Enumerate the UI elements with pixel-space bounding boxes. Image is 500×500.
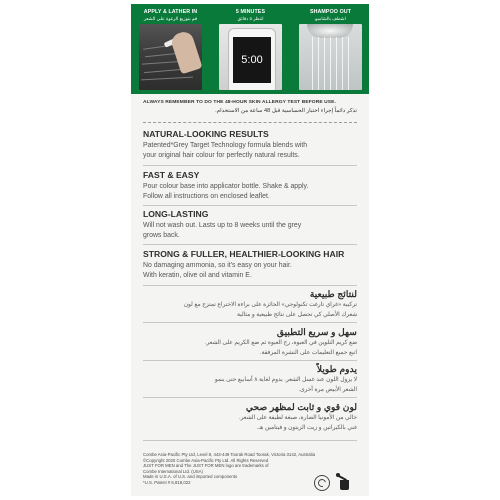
legal-line: *U.S. Patent # 6,818,022 bbox=[143, 479, 191, 485]
divider bbox=[143, 360, 357, 361]
ar-section-title-natural: لنتائج طبيعية bbox=[309, 289, 357, 299]
allergy-warning-ar: تذكر دائماً إجراء اختبار الحساسية قبل 48 ساعة من الاستخدام. bbox=[215, 108, 357, 114]
allergy-warning: ALWAYS REMEMBER TO DO THE 48-HOUR SKIN ALLERGY TEST BEFORE USE. bbox=[143, 100, 336, 105]
section-body-fast bbox=[143, 182, 361, 202]
shower-photo bbox=[299, 24, 362, 90]
divider bbox=[143, 322, 357, 323]
ar-section-body-long bbox=[151, 376, 357, 396]
legal-line: ©Copyright 2020 Combe Asia-Pacific Pty Ltd. All Rights Reserved bbox=[143, 457, 269, 463]
step-2-title: 5 MINUTES bbox=[235, 9, 266, 15]
section-title-fast: FAST & EASY bbox=[143, 170, 200, 180]
divider bbox=[143, 285, 357, 286]
section-title-long: LONG-LASTING bbox=[143, 209, 209, 219]
legal-line: JUST FOR MEN and The JUST FOR MEN logo are trademarks of bbox=[143, 463, 269, 469]
body-line: Pour colour base into applicator bottle. Shake & apply. bbox=[143, 183, 309, 190]
body-line: خالي من الأمونيا الضارة، صبغة لطيفة على الشعر. bbox=[238, 415, 357, 421]
instructions-header bbox=[131, 4, 369, 94]
dashed-divider bbox=[143, 122, 357, 123]
step-3-subtitle: اشطف بالشامبو bbox=[315, 16, 346, 21]
legal-line: Combe Asia-Pacific Pty Ltd, Level 8, 443-449 Toorak Road Toorak, Victoria 3142, Australia bbox=[143, 452, 315, 457]
ar-section-title-strong: لون قوي و ثابت لمظهر صحي bbox=[245, 402, 357, 412]
divider bbox=[143, 205, 357, 206]
ar-section-title-long: يدوم طويلاً bbox=[316, 364, 357, 374]
phone-screen bbox=[233, 37, 271, 83]
timer-photo bbox=[219, 24, 282, 90]
legal-line: Made in U.S.A. of U.S. and imported components bbox=[143, 474, 238, 480]
step-2-subtitle: انتظر ٥ دقائق bbox=[237, 16, 264, 21]
body-line: ضع كريم التلوين في العبوة، رج العبوة ثم ضع الكريم على الشعر. bbox=[204, 340, 357, 346]
package-panel bbox=[131, 4, 369, 496]
tidyman-icon bbox=[334, 473, 354, 491]
body-line: Patented*Grey Target Technology formula blends with bbox=[143, 142, 308, 149]
section-body-long bbox=[143, 221, 361, 241]
timer-readout: 5:00 bbox=[241, 54, 263, 66]
section-body-strong bbox=[143, 261, 361, 281]
legal-line: Combe International Ltd. (USA) bbox=[143, 468, 203, 474]
ar-section-title-fast: سهل و سريع التطبيق bbox=[276, 327, 357, 337]
divider bbox=[143, 397, 357, 398]
section-title-natural: NATURAL-LOOKING RESULTS bbox=[143, 129, 269, 139]
body-line: شعرك الأصلي كي تحصل على نتائج طبيعية و مثالية bbox=[237, 311, 357, 318]
ar-section-body-strong bbox=[151, 414, 357, 434]
divider bbox=[143, 440, 357, 441]
showerhead bbox=[307, 24, 353, 38]
body-line: grows back. bbox=[143, 232, 180, 239]
phone bbox=[228, 28, 276, 90]
body-line: الشعر الأبيض مرة أخرى. bbox=[298, 386, 357, 393]
body-line: your original hair colour for perfectly natural results. bbox=[143, 152, 300, 159]
legal-text bbox=[143, 452, 313, 486]
section-title-strong: STRONG & FULLER, HEALTHIER-LOOKING HAIR bbox=[143, 249, 345, 259]
ar-section-body-fast bbox=[151, 339, 357, 359]
body-line: With keratin, olive oil and vitamin E. bbox=[143, 272, 252, 279]
step-1-subtitle: قم بتوزيع الرغوة على الشعر bbox=[143, 16, 198, 21]
body-line: غني بالكيراتين و زيت الزيتون و فيتامين هـ. bbox=[256, 424, 357, 431]
body-line: No damaging ammonia, so it's easy on your hair. bbox=[143, 262, 292, 269]
hand bbox=[169, 30, 202, 75]
recycle-icon bbox=[314, 475, 330, 491]
ar-section-body-natural bbox=[151, 301, 357, 321]
divider bbox=[143, 244, 357, 245]
section-body-natural bbox=[143, 141, 361, 161]
divider bbox=[143, 165, 357, 166]
body-line: لا يزول اللون عند غسل الشعر. يدوم لغاية ٨ أسابيع حتى ينمو bbox=[214, 377, 357, 383]
body-line: Will not wash out. Lasts up to 8 weeks until the grey bbox=[143, 222, 302, 229]
body-line: اتبع جميع التعليمات على النشرة المرفقة. bbox=[259, 349, 357, 356]
step-3-title: SHAMPOO OUT bbox=[309, 9, 352, 15]
body-line: Follow all instructions on enclosed leaflet. bbox=[143, 193, 270, 200]
body-line: تركيبة «غراي تارغت تكنولوجي» الحائزة على براءة الاختراع تمتزج مع لون bbox=[183, 302, 357, 308]
apply-photo bbox=[139, 24, 202, 90]
step-1-title: APPLY & LATHER IN bbox=[143, 9, 198, 15]
